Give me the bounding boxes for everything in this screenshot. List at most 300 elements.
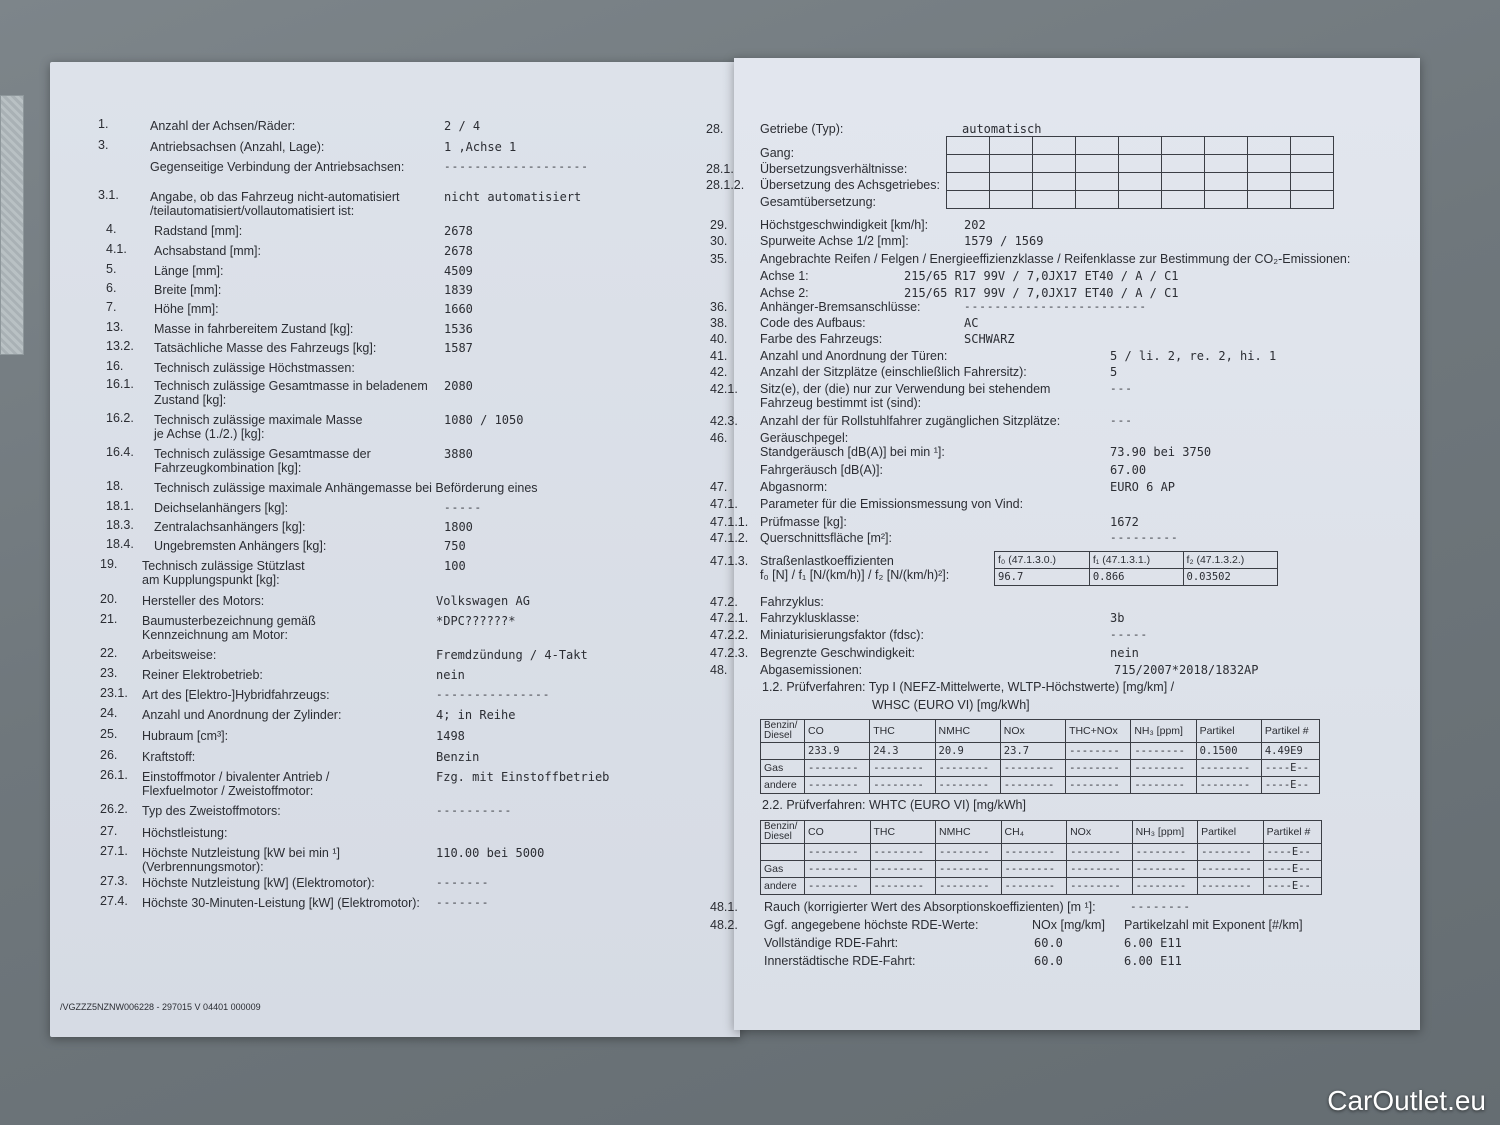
item-value: 715/2007*2018/1832AP (1114, 663, 1259, 677)
item-number: 3. (98, 138, 109, 152)
item-number: 47. (710, 480, 728, 494)
item-number: 47.1. (710, 497, 738, 511)
item-value: ------- (436, 876, 490, 889)
item-label: Anzahl und Anordnung der Zylinder: (142, 708, 342, 722)
item-label: Höchste Nutzleistung [kW] (Elektromotor): (142, 876, 375, 890)
emission-header: NOx (1067, 821, 1133, 844)
item-number: 18.1. (106, 499, 134, 513)
gear-cell (1076, 137, 1119, 155)
item-label-continued: je Achse (1./2.) [kg]: (154, 427, 265, 441)
item-number: 48.1. (710, 900, 738, 914)
item-value: AC (964, 316, 979, 330)
item-value: Fremdzündung / 4-Takt (436, 648, 588, 662)
item-number: 41. (710, 349, 728, 363)
right-page (706, 58, 1420, 1030)
emission-cell: -------- (1131, 743, 1196, 760)
item-label: Höchstgeschwindigkeit [km/h]: (760, 218, 929, 232)
road-coeff-header: f₁ (47.1.3.1.) (1089, 552, 1183, 569)
item-label: Innerstädtische RDE-Fahrt: (764, 954, 916, 968)
item-label: Gegenseitige Verbindung der Antriebsachsen: (150, 160, 405, 174)
item-label: Anzahl der Achsen/Räder: (150, 119, 296, 133)
gear-cell (1248, 191, 1291, 209)
road-coeff-value: 0.03502 (1183, 569, 1277, 586)
item-value: 1080 / 1050 (444, 413, 524, 427)
item-value: 3b (1110, 611, 1125, 625)
item-value: 5 (1110, 365, 1118, 379)
item-label: Anzahl der für Rollstuhlfahrer zugänglichen Sitzplätze: (760, 414, 1061, 428)
item-number: 16.2. (106, 411, 134, 425)
item-label: Art des [Elektro-]Hybridfahrzeugs: (142, 688, 330, 702)
gear-cell (1291, 173, 1334, 191)
emission-header: NH₃ [ppm] (1131, 720, 1196, 743)
item-label: Prüfmasse [kg]: (760, 515, 847, 529)
emission-header: Partikel # (1261, 720, 1319, 743)
item-value: 1587 (444, 341, 473, 355)
item-number: 24. (100, 706, 118, 720)
item-number: 23.1. (100, 686, 128, 700)
item-label-continued: Zustand [kg]: (154, 393, 227, 407)
gear-cell (1248, 137, 1291, 155)
gear-cell (1248, 155, 1291, 173)
item-number: 30. (710, 234, 728, 248)
item-number: 18.3. (106, 518, 134, 532)
emission-cell: -------- (870, 861, 936, 878)
item-number: 3.1. (98, 188, 119, 202)
item-value: --------- (1110, 531, 1179, 544)
item-number: 47.1.3. (710, 554, 749, 568)
item-label: Fahrgeräusch [dB(A)]: (760, 463, 883, 477)
emission-cell: -------- (1198, 844, 1264, 861)
item-number: 27.3. (100, 874, 128, 888)
item-label: Einstoffmotor / bivalenter Antrieb / (142, 770, 330, 784)
item-number: 13. (106, 320, 124, 334)
item-label: Übersetzungsverhältnisse: (760, 162, 908, 176)
item-value: 1 ,Achse 1 (444, 140, 517, 154)
emission-cell: -------- (1066, 777, 1131, 794)
item-label-continued: Kennzeichnung am Motor: (142, 628, 288, 642)
item-number: 29. (710, 218, 728, 232)
item-label: Technisch zulässige Gesamtmasse in beladenem (154, 379, 428, 393)
item-label: Kraftstoff: (142, 750, 196, 764)
item-value: 4; in Reihe (436, 708, 516, 722)
item-value: 110.00 bei 5000 (436, 846, 545, 860)
item-value: *DPC??????* (436, 614, 516, 628)
item-label: Hubraum [cm³]: (142, 729, 229, 743)
emission-header: THC+NOx (1066, 720, 1131, 743)
emission-cell: -------- (805, 760, 870, 777)
item-value: 215/65 R17 99V / 7,0JX17 ET40 / A / C1 (904, 286, 1179, 300)
rde-nox: 60.0 (1034, 954, 1063, 968)
item-number: 26. (100, 748, 118, 762)
item-value: ----- (1110, 628, 1149, 641)
item-number: 18. (106, 479, 124, 493)
gear-cell (1076, 173, 1119, 191)
emission-header: THC (870, 720, 935, 743)
emission-cell: -------- (1067, 861, 1133, 878)
road-coeff-header: f₂ (47.1.3.2.) (1183, 552, 1277, 569)
emission-cell: -------- (1196, 777, 1261, 794)
emission-cell: andere (761, 878, 805, 895)
item-label: Farbe des Fahrzeugs: (760, 332, 883, 346)
item-number: 47.2.3. (710, 646, 749, 660)
item-label: Technisch zulässige Höchstmassen: (154, 361, 355, 375)
item-label: Begrenzte Geschwindigkeit: (760, 646, 915, 660)
item-number: 47.1.2. (710, 531, 749, 545)
item-label-continued: (Verbrennungsmotor): (142, 860, 264, 874)
emission-header: CO (805, 821, 871, 844)
item-number: 26.2. (100, 802, 128, 816)
item-label: Ungebremsten Anhängers [kg]: (154, 539, 327, 553)
item-value: Fzg. mit Einstoffbetrieb (436, 770, 610, 784)
item-number: 47.1.1. (710, 515, 749, 529)
emission-cell: 233.9 (805, 743, 870, 760)
item-label: Hersteller des Motors: (142, 594, 265, 608)
emission-cell: -------- (1066, 743, 1131, 760)
item-label: Deichselanhängers [kg]: (154, 501, 289, 515)
emission-cell: ----E-- (1263, 844, 1321, 861)
item-label: Höchste 30-Minuten-Leistung [kW] (Elektromotor): (142, 896, 420, 910)
emission-header: Partikel (1196, 720, 1261, 743)
item-label: Angabe, ob das Fahrzeug nicht-automatisiert (150, 190, 400, 204)
emission-cell: 4.49E9 (1261, 743, 1319, 760)
emission-header: CH₄ (1001, 821, 1067, 844)
emission-cell: -------- (870, 777, 935, 794)
item-number: 42.1. (710, 382, 738, 396)
item-label: Gang: (760, 146, 795, 160)
item-number: 28.1. (706, 162, 734, 176)
emission-cell: -------- (805, 861, 871, 878)
item-label: Querschnittsfläche [m²]: (760, 531, 892, 545)
emission-cell: -------- (1132, 878, 1198, 895)
item-number: 16.4. (106, 445, 134, 459)
emission-cell: -------- (1196, 760, 1261, 777)
item-value: nein (436, 668, 465, 682)
gear-cell (1162, 155, 1205, 173)
item-value: 1579 / 1569 (964, 234, 1044, 248)
item-label: Masse in fahrbereitem Zustand [kg]: (154, 322, 354, 336)
gear-cell (1162, 191, 1205, 209)
item-number: 16.1. (106, 377, 134, 391)
emission-cell: ----E-- (1263, 861, 1321, 878)
item-number: 4. (106, 222, 117, 236)
item-label: Anhänger-Bremsanschlüsse: (760, 300, 921, 314)
item-value: 1839 (444, 283, 473, 297)
item-value: 73.90 bei 3750 (1110, 445, 1212, 459)
gear-ratio-grid (946, 136, 1334, 209)
emission-header: NH₃ [ppm] (1132, 821, 1198, 844)
item-label: Technisch zulässige maximale Masse (154, 413, 363, 427)
item-label: Getriebe (Typ): (760, 122, 844, 136)
item-number: 16. (106, 359, 124, 373)
item-label: Achse 1: (760, 269, 809, 283)
item-number: 46. (710, 431, 728, 445)
item-number: 48. (710, 663, 728, 677)
emission-header: Partikel # (1263, 821, 1321, 844)
emission-table-whtc (760, 820, 1322, 895)
item-label: Höchstleistung: (142, 826, 228, 840)
emission-cell: -------- (1131, 777, 1196, 794)
item-number: 21. (100, 612, 118, 626)
emission-cell: andere (761, 777, 805, 794)
emission-cell: 20.9 (935, 743, 1000, 760)
item-label: Reiner Elektrobetrieb: (142, 668, 263, 682)
emission-cell: -------- (936, 861, 1002, 878)
item-value: ----- (444, 501, 483, 514)
item-label-continued: Flexfuelmotor / Zweistoffmotor: (142, 784, 314, 798)
road-coeff-value: 0.866 (1089, 569, 1183, 586)
emission-cell: ----E-- (1261, 760, 1319, 777)
item-value: --- (1110, 382, 1133, 395)
item-number: 5. (106, 262, 117, 276)
item-label: Straßenlastkoeffizienten (760, 554, 894, 568)
emission-cell: -------- (1067, 844, 1133, 861)
item-label: Code des Aufbaus: (760, 316, 866, 330)
item-label: Baumusterbezeichnung gemäß (142, 614, 316, 628)
item-label-continued: Fahrzeug bestimmt ist (sind): (760, 396, 922, 410)
item-value: 1800 (444, 520, 473, 534)
item-label: Übersetzung des Achsgetriebes: (760, 178, 940, 192)
emission-table-type1 (760, 719, 1320, 794)
item-value: 1660 (444, 302, 473, 316)
emission-cell: Gas (761, 760, 805, 777)
emission-cell: 24.3 (870, 743, 935, 760)
emission-cell: -------- (935, 760, 1000, 777)
item-label: Vollständige RDE-Fahrt: (764, 936, 899, 950)
emission-cell (761, 844, 805, 861)
item-number: 42. (710, 365, 728, 379)
emission-cell: -------- (1001, 844, 1067, 861)
item-number: 19. (100, 557, 118, 571)
item-value: Benzin (436, 750, 480, 764)
emission-cell: -------- (805, 878, 871, 895)
emission-cell: Gas (761, 861, 805, 878)
caroutlet-watermark: CarOutlet.eu (1327, 1085, 1486, 1116)
item-value: 750 (444, 539, 466, 553)
item-value: --- (1110, 414, 1133, 427)
emission-cell: -------- (1000, 777, 1065, 794)
item-value: --------------- (436, 688, 551, 701)
emission-cell: -------- (1198, 878, 1264, 895)
item-number: 26.1. (100, 768, 128, 782)
emission-header: THC (870, 821, 936, 844)
emission-header: NOx (1000, 720, 1065, 743)
emission-cell: -------- (870, 844, 936, 861)
item-label: Abgasemissionen: (760, 663, 863, 677)
emission-cell: -------- (1067, 878, 1133, 895)
gear-cell (947, 191, 990, 209)
item-label: Achsabstand [mm]: (154, 244, 261, 258)
item-value: ------------------------ (964, 300, 1147, 313)
gear-cell (1119, 191, 1162, 209)
item-label: Geräuschpegel: (760, 431, 849, 445)
gear-cell (1205, 173, 1248, 191)
item-label: Fahrzyklusklasse: (760, 611, 860, 625)
item-number: 27. (100, 824, 118, 838)
gear-cell (1205, 155, 1248, 173)
emission-header: Benzin/ Diesel (761, 821, 805, 844)
emission-cell: -------- (1198, 861, 1264, 878)
item-label: Ggf. angegebene höchste RDE-Werte: (764, 918, 979, 932)
item-number: 7. (106, 300, 117, 314)
item-value: 67.00 (1110, 463, 1147, 477)
emission-header: Partikel (1198, 821, 1264, 844)
item-label: Breite [mm]: (154, 283, 222, 297)
gear-cell (1205, 191, 1248, 209)
document-footer-code: /VGZZZ5NZNW006228 - 297015 V 04401 000009 (60, 1002, 261, 1012)
item-label: Gesamtübersetzung: (760, 195, 877, 209)
item-label: Arbeitsweise: (142, 648, 217, 662)
item-number: 6. (106, 281, 117, 295)
item-number: 27.4. (100, 894, 128, 908)
emission-header: NMHC (935, 720, 1000, 743)
emission-cell: ----E-- (1263, 878, 1321, 895)
item-value: nicht automatisiert (444, 190, 582, 204)
item-label: Höhe [mm]: (154, 302, 219, 316)
item-number: 38. (710, 316, 728, 330)
gear-cell (1033, 137, 1076, 155)
item-value: 1672 (1110, 515, 1139, 529)
emission-header: NMHC (936, 821, 1002, 844)
item-label: Tatsächliche Masse des Fahrzeugs [kg]: (154, 341, 377, 355)
item-number: 35. (710, 252, 728, 266)
item-number: 1. (98, 117, 109, 131)
item-label-continued: f₀ [N] / f₁ [N/(km/h)] / f₂ [N/(km/h)²]: (760, 568, 950, 582)
item-value: 3880 (444, 447, 473, 461)
item-label: Rauch (korrigierter Wert des Absorptionskoeffizienten) [m ¹]: (764, 900, 1096, 914)
gear-cell (1291, 137, 1334, 155)
item-label: Fahrzyklus: (760, 595, 824, 609)
gear-cell (1076, 191, 1119, 209)
item-number: 47.2.2. (710, 628, 749, 642)
item-label: Miniaturisierungsfaktor (fdsc): (760, 628, 924, 642)
gear-cell (1119, 137, 1162, 155)
item-label-continued: am Kupplungspunkt [kg]: (142, 573, 280, 587)
emission-cell: -------- (936, 878, 1002, 895)
item-value: SCHWARZ (964, 332, 1015, 346)
item-number: 42.3. (710, 414, 738, 428)
item-label: Radstand [mm]: (154, 224, 243, 238)
item-value: 5 / li. 2, re. 2, hi. 1 (1110, 349, 1277, 363)
rde-particles: 6.00 E11 (1124, 954, 1182, 968)
item-value: nein (1110, 646, 1139, 660)
item-value: 1536 (444, 322, 473, 336)
emission-cell: -------- (805, 844, 871, 861)
gear-cell (947, 137, 990, 155)
item-number: 23. (100, 666, 118, 680)
item-value: ------- (436, 896, 490, 909)
emission-header: CO (805, 720, 870, 743)
item-number: 13.2. (106, 339, 134, 353)
gear-cell (1033, 173, 1076, 191)
gear-cell (1119, 173, 1162, 191)
gear-cell (990, 173, 1033, 191)
gear-cell (1205, 137, 1248, 155)
emission-cell: -------- (1131, 760, 1196, 777)
gear-cell (1162, 173, 1205, 191)
emission-cell: 23.7 (1000, 743, 1065, 760)
road-load-coefficient-table (994, 551, 1278, 586)
gear-cell (990, 137, 1033, 155)
item-label: Abgasnorm: (760, 480, 828, 494)
item-value: 2 / 4 (444, 119, 481, 133)
item-value: 2080 (444, 379, 473, 393)
item-label: Antriebsachsen (Anzahl, Lage): (150, 140, 325, 154)
item-label: Technisch zulässige maximale Anhängemasse bei Beförderung eines (154, 481, 538, 495)
item-number: 47.2. (710, 595, 738, 609)
road-coeff-header: f₀ (47.1.3.0.) (995, 552, 1090, 569)
test1-title-line2: WHSC (EURO VI) [mg/kWh] (872, 698, 1030, 712)
item-value: 1498 (436, 729, 465, 743)
gear-cell (947, 173, 990, 191)
item-label: Parameter für die Emissionsmessung von Vind: (760, 497, 1024, 511)
item-label: Anzahl und Anordnung der Türen: (760, 349, 948, 363)
emission-cell: -------- (1132, 844, 1198, 861)
item-number: 4.1. (106, 242, 127, 256)
item-value: EURO 6 AP (1110, 480, 1176, 494)
emission-cell: -------- (870, 760, 935, 777)
item-label: Achse 2: (760, 286, 809, 300)
item-number: 40. (710, 332, 728, 346)
test2-title: 2.2. Prüfverfahren: WHTC (EURO VI) [mg/kWh] (762, 798, 1026, 812)
item-label: Spurweite Achse 1/2 [mm]: (760, 234, 909, 248)
item-label: Sitz(e), der (die) nur zur Verwendung bei stehendem (760, 382, 1051, 396)
rde-nox: NOx [mg/km] (1032, 918, 1105, 932)
gear-cell (947, 155, 990, 173)
item-label: Standgeräusch [dB(A)] bei min ¹]: (760, 445, 945, 459)
item-value: automatisch (962, 122, 1042, 136)
emission-cell: -------- (1001, 861, 1067, 878)
emission-cell: -------- (805, 777, 870, 794)
item-value: 4509 (444, 264, 473, 278)
item-number: 48.2. (710, 918, 738, 932)
gear-cell (1291, 155, 1334, 173)
left-page (50, 62, 740, 1037)
gear-cell (990, 155, 1033, 173)
item-label-continued: Fahrzeugkombination [kg]: (154, 461, 302, 475)
emission-cell: -------- (1132, 861, 1198, 878)
item-label: Anzahl der Sitzplätze (einschließlich Fahrersitz): (760, 365, 1027, 379)
item-label: Technisch zulässige Stützlast (142, 559, 305, 573)
item-label-continued: /teilautomatisiert/vollautomatisiert ist: (150, 204, 355, 218)
emission-cell (761, 743, 805, 760)
item-label: Technisch zulässige Gesamtmasse der (154, 447, 371, 461)
item-label: Länge [mm]: (154, 264, 224, 278)
emission-cell: -------- (870, 878, 936, 895)
item-label: Höchste Nutzleistung [kW bei min ¹] (142, 846, 340, 860)
rde-particles: 6.00 E11 (1124, 936, 1182, 950)
gear-cell (1119, 155, 1162, 173)
adjacent-sheet-edge (0, 95, 24, 355)
item-label: Typ des Zweistoffmotors: (142, 804, 281, 818)
item-number: 25. (100, 727, 118, 741)
item-number: 47.2.1. (710, 611, 749, 625)
gear-cell (1248, 173, 1291, 191)
item-value: ------------------- (444, 160, 589, 173)
item-value: 100 (444, 559, 466, 573)
emission-cell: -------- (1066, 760, 1131, 777)
emission-cell: -------- (1000, 760, 1065, 777)
item-value: -------- (1130, 900, 1191, 913)
emission-cell: ----E-- (1261, 777, 1319, 794)
item-number: 28. (706, 122, 724, 136)
gear-cell (1076, 155, 1119, 173)
item-value: 2678 (444, 244, 473, 258)
gear-cell (1033, 191, 1076, 209)
gear-cell (1291, 191, 1334, 209)
item-number: 28.1.2. (706, 178, 745, 192)
test1-title: 1.2. Prüfverfahren: Typ I (NEFZ-Mittelwerte, WLTP-Höchstwerte) [mg/km] / (762, 680, 1175, 694)
road-coeff-value: 96.7 (995, 569, 1090, 586)
